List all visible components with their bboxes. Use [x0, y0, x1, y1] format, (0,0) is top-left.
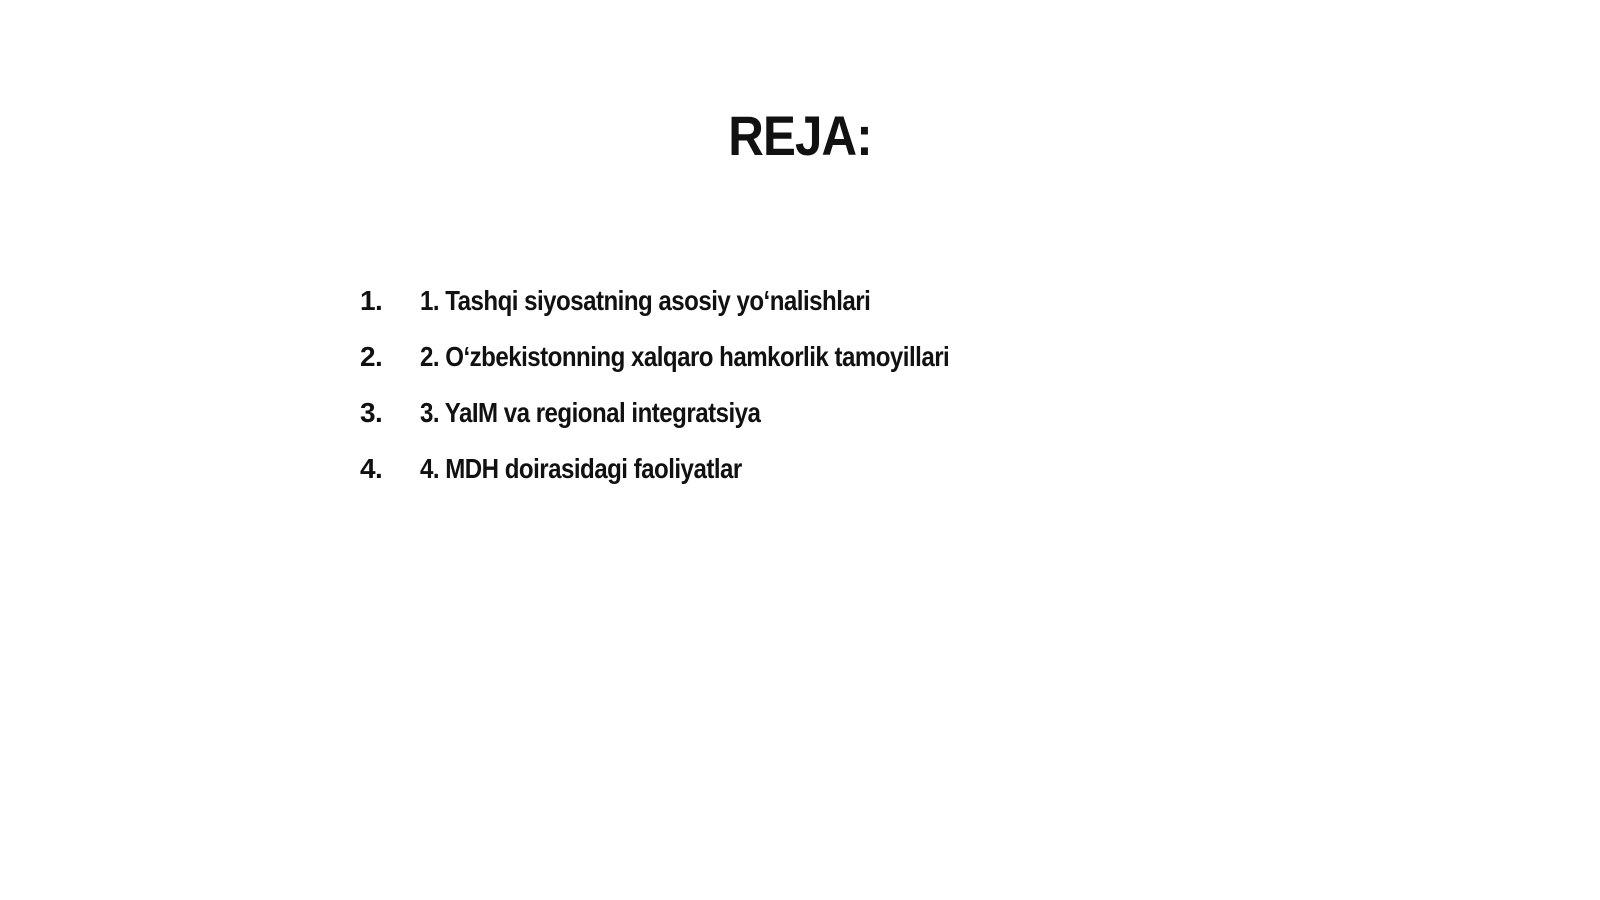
plan-item-text: 4. MDH doirasidagi faoliyatlar	[420, 453, 742, 484]
plan-item-number: 1.	[360, 285, 383, 316]
plan-item-number: 4.	[360, 453, 383, 484]
plan-item-text: 2. O‘zbekistonning xalqaro hamkorlik tamoyillari	[420, 341, 950, 372]
plan-item-text: 3. YaIM va regional integratsiya	[420, 397, 761, 428]
plan-item-1	[360, 285, 1035, 341]
plan-list	[360, 285, 1035, 509]
plan-item-number: 3.	[360, 397, 383, 428]
plan-item-2	[360, 341, 1035, 397]
plan-item-4	[360, 453, 1035, 509]
slide-title: REJA:	[728, 104, 872, 167]
plan-item-3	[360, 397, 1035, 453]
plan-item-number: 2.	[360, 341, 383, 372]
plan-item-text: 1. Tashqi siyosatning asosiy yo‘nalishlari	[420, 285, 871, 316]
